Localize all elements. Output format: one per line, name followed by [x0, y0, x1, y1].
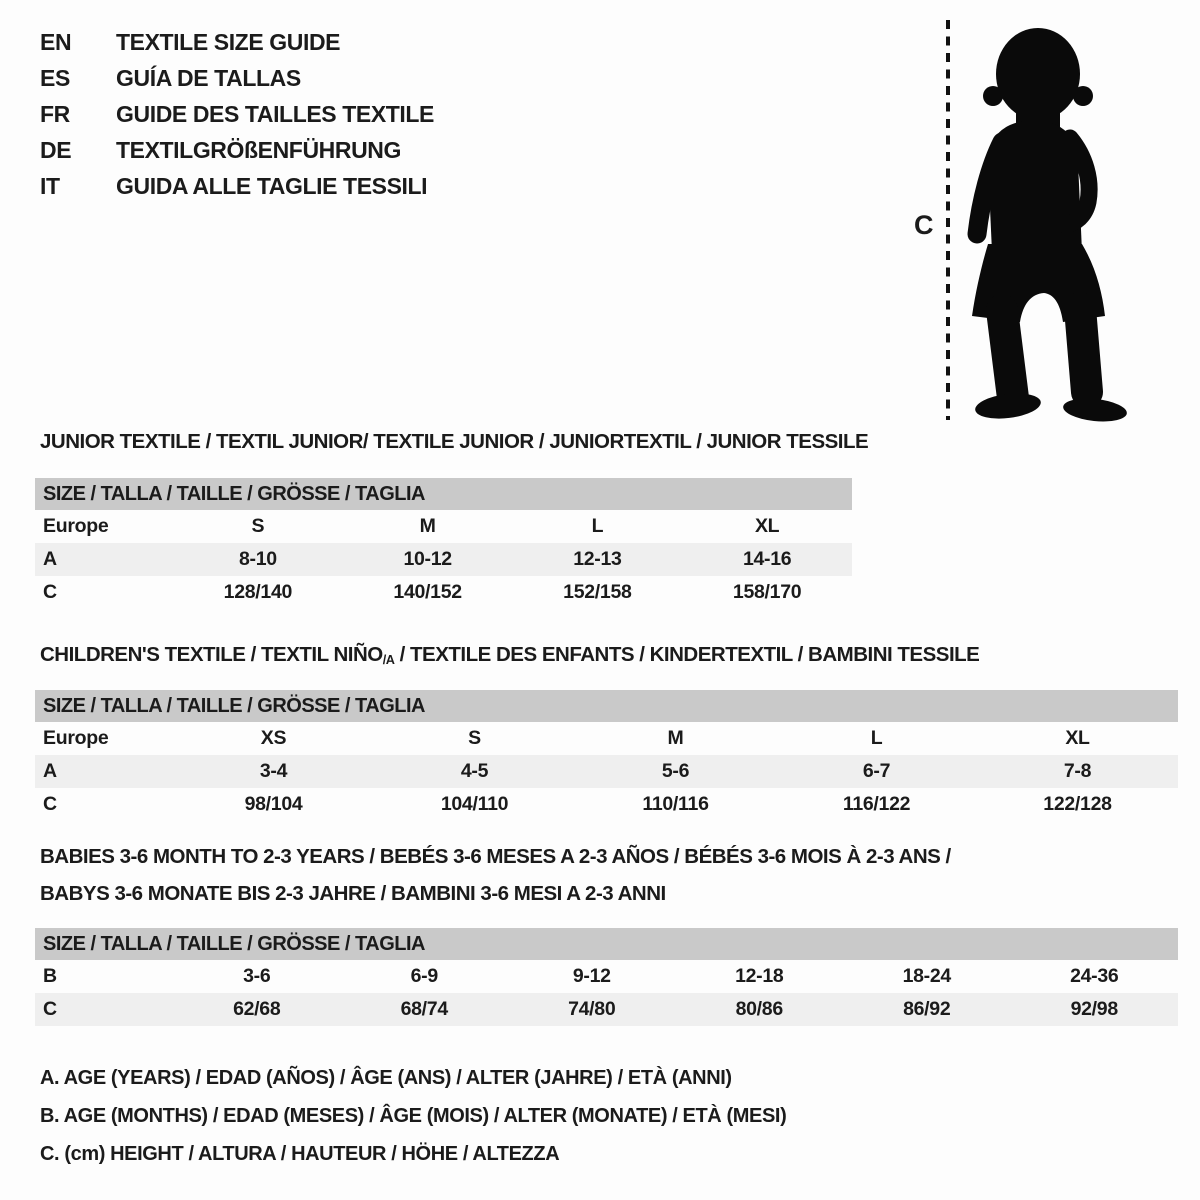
table-cell: 98/104 — [244, 793, 303, 815]
guide-title: TEXTILGRÖßENFÜHRUNG — [116, 137, 401, 163]
table-cell: 4-5 — [460, 760, 489, 782]
babies-section-title — [40, 838, 951, 912]
language-code: DE — [40, 137, 72, 163]
table-cell: 86/92 — [903, 998, 951, 1020]
table-cell: 8-10 — [238, 548, 277, 570]
table-cell: 116/122 — [842, 793, 911, 815]
table-header-bar: SIZE / TALLA / TAILLE / GRÖSSE / TAGLIA — [35, 690, 1178, 722]
row-label: C — [43, 581, 57, 603]
guide-title: GUIDA ALLE TAGLIE TESSILI — [116, 173, 428, 199]
row-label: C — [43, 998, 57, 1020]
children-title-post: / TEXTILE DES ENFANTS / KINDERTEXTIL / BAMBINI TESSILE — [394, 643, 980, 666]
junior-size-table — [35, 478, 852, 609]
table-cell: 12-13 — [573, 548, 622, 570]
table-cell: L — [591, 515, 604, 537]
table-cell: 122/128 — [1043, 793, 1112, 815]
table-header-bar: SIZE / TALLA / TAILLE / GRÖSSE / TAGLIA — [35, 928, 1178, 960]
row-label: B — [43, 965, 57, 987]
baby-silhouette-icon — [964, 14, 1141, 426]
table-cell: 110/116 — [642, 793, 709, 815]
table-row-a — [35, 543, 852, 576]
guide-title: GUIDE DES TAILLES TEXTILE — [116, 101, 434, 127]
row-label: Europe — [43, 515, 109, 537]
figure-height-label: C — [914, 210, 934, 240]
language-header-block — [40, 24, 434, 204]
table-header-bar: SIZE / TALLA / TAILLE / GRÖSSE / TAGLIA — [35, 478, 852, 510]
children-title-sub: /A — [382, 652, 395, 668]
table-row-c — [35, 993, 1178, 1026]
table-cell: XS — [260, 727, 287, 749]
table-cell: 6-9 — [410, 965, 438, 987]
legend-line-c: C. (cm) HEIGHT / ALTURA / HAUTEUR / HÖHE / ALTEZZA — [40, 1143, 560, 1165]
language-row — [40, 168, 434, 204]
table-cell: 128/140 — [223, 581, 293, 603]
height-figure — [912, 14, 1152, 428]
children-section-title — [40, 643, 979, 667]
table-cell: 68/74 — [400, 998, 448, 1020]
table-cell: 140/152 — [393, 581, 462, 603]
table-cell: XL — [1065, 727, 1090, 749]
language-code: IT — [40, 173, 60, 199]
table-cell: 152/158 — [563, 581, 632, 603]
legend-block — [40, 1059, 786, 1173]
table-cell: M — [667, 727, 684, 749]
guide-title: TEXTILE SIZE GUIDE — [116, 29, 341, 55]
table-cell: XL — [754, 515, 780, 537]
babies-title-line2: BABYS 3-6 MONATE BIS 2-3 JAHRE / BAMBINI 3-6 MESI A 2-3 ANNI — [40, 882, 666, 905]
language-code: FR — [40, 101, 70, 127]
row-label: C — [43, 793, 57, 815]
table-row-sizes — [35, 722, 1178, 755]
row-label: A — [43, 548, 57, 570]
height-dotted-line-icon — [944, 20, 952, 420]
table-cell: 104/110 — [440, 793, 509, 815]
guide-title: GUÍA DE TALLAS — [116, 65, 301, 91]
table-cell: 6-7 — [862, 760, 891, 782]
row-label: Europe — [43, 727, 109, 749]
table-row-a — [35, 755, 1178, 788]
children-title-pre: CHILDREN'S TEXTILE / TEXTIL NIÑO — [40, 643, 383, 666]
children-size-table — [35, 690, 1178, 821]
language-row — [40, 96, 434, 132]
table-cell: S — [468, 727, 481, 749]
language-row — [40, 24, 434, 60]
legend-line-a: A. AGE (YEARS) / EDAD (AÑOS) / ÂGE (ANS) / ALTER (JAHRE) / ETÀ (ANNI) — [40, 1067, 732, 1089]
table-cell: M — [419, 515, 436, 537]
table-cell: L — [870, 727, 883, 749]
table-row-b — [35, 960, 1178, 993]
table-cell: 18-24 — [902, 965, 951, 987]
language-code: EN — [40, 29, 72, 55]
legend-line-b: B. AGE (MONTHS) / EDAD (MESES) / ÂGE (MOIS) / ALTER (MONATE) / ETÀ (MESI) — [40, 1105, 787, 1127]
babies-size-table — [35, 928, 1178, 1026]
table-cell: 80/86 — [735, 998, 783, 1020]
table-row-sizes — [35, 510, 852, 543]
table-cell: S — [251, 515, 265, 537]
language-code: ES — [40, 65, 70, 91]
table-cell: 12-18 — [735, 965, 784, 987]
row-label: A — [43, 760, 57, 782]
table-cell: 158/170 — [732, 581, 802, 603]
junior-section-title: JUNIOR TEXTILE / TEXTIL JUNIOR/ TEXTILE JUNIOR / JUNIORTEXTIL / JUNIOR TESSILE — [40, 430, 869, 453]
language-row — [40, 132, 434, 168]
table-cell: 14-16 — [742, 548, 792, 570]
table-cell: 9-12 — [572, 965, 611, 987]
table-row-c — [35, 576, 852, 609]
table-cell: 5-6 — [661, 760, 690, 782]
table-cell: 92/98 — [1070, 998, 1118, 1020]
table-row-c — [35, 788, 1178, 821]
babies-title-line1: BABIES 3-6 MONTH TO 2-3 YEARS / BEBÉS 3-6 MESES A 2-3 AÑOS / BÉBÉS 3-6 MOIS À 2-3 ANS / — [40, 845, 951, 868]
table-cell: 10-12 — [403, 548, 452, 570]
table-cell: 24-36 — [1070, 965, 1119, 987]
table-cell: 62/68 — [233, 998, 281, 1020]
table-cell: 74/80 — [568, 998, 616, 1020]
language-row — [40, 60, 434, 96]
table-cell: 3-4 — [259, 760, 288, 782]
table-cell: 7-8 — [1063, 760, 1092, 782]
table-cell: 3-6 — [243, 965, 271, 987]
